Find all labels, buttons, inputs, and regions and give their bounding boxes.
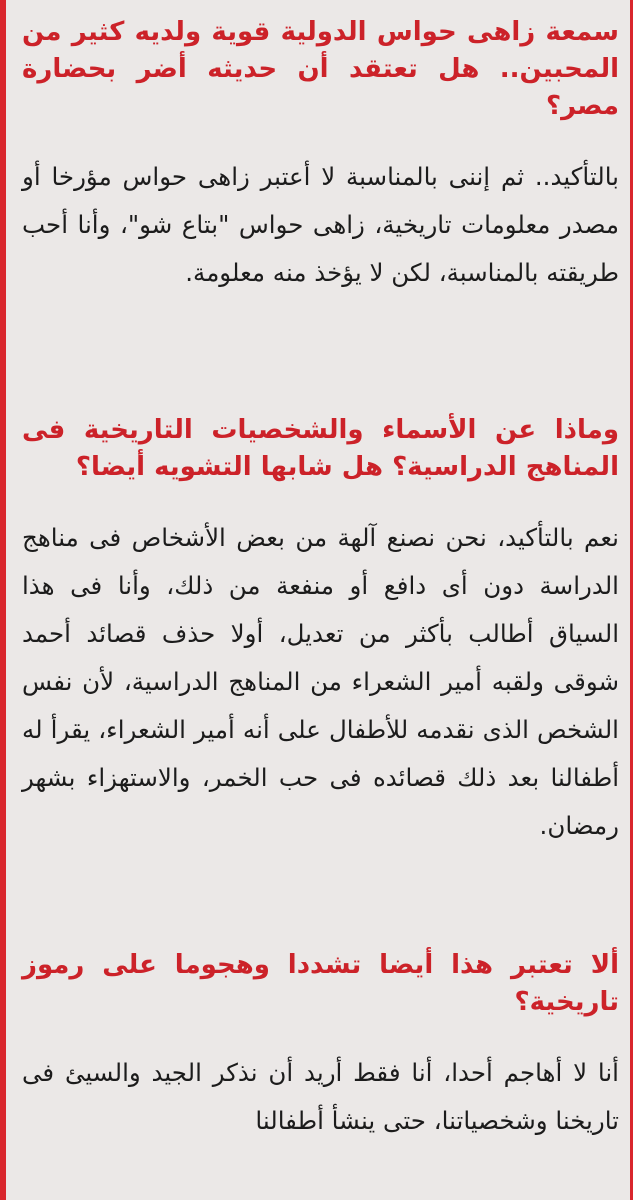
left-accent-bar xyxy=(0,0,6,1200)
qa-section-2 xyxy=(22,412,619,850)
question-heading: وماذا عن الأسماء والشخصيات التاريخية فى المناهج الدراسية؟ هل شابها التشويه أيضا؟ xyxy=(22,415,619,482)
answer-paragraph: أنا لا أهاجم أحدا، أنا فقط أريد أن نذكر الجيد والسيئ فى تاريخنا وشخصياتنا، حتى ينشأ أطفالنا xyxy=(22,1058,619,1135)
interview-article xyxy=(22,14,619,1145)
question-heading: ألا تعتبر هذا أيضا تشددا وهجوما على رموز تاريخية؟ xyxy=(22,950,619,1017)
qa-section-1 xyxy=(22,14,619,297)
answer-paragraph: بالتأكيد.. ثم إننى بالمناسبة لا أعتبر زاهى حواس مؤرخا أو مصدر معلومات تاريخية، زاهى حواس "بتاع شو"، وأنا أحب طريقته بالمناسبة، لكن لا يؤخذ منه معلومة. xyxy=(22,162,619,287)
answer-paragraph: نعم بالتأكيد، نحن نصنع آلهة من بعض الأشخاص فى مناهج الدراسة دون أى دافع أو منفعة من ذلك، وأنا فى هذا السياق أطالب بأكثر من تعديل، أولا حذف قصائد أحمد شوقى ولقبه أمير الشعراء من المناهج الدراسية، لأن نفس الشخص الذى نقدمه للأطفال على أنه أمير الشعراء، يقرأ له أطفالنا بعد ذلك قصائده فى حب الخمر، والاستهزاء بشهر رمضان. xyxy=(22,523,619,840)
qa-section-3 xyxy=(22,947,619,1145)
question-heading: سمعة زاهى حواس الدولية قوية ولديه كثير من المحبين.. هل تعتقد أن حديثه أضر بحضارة مصر؟ xyxy=(22,17,619,121)
